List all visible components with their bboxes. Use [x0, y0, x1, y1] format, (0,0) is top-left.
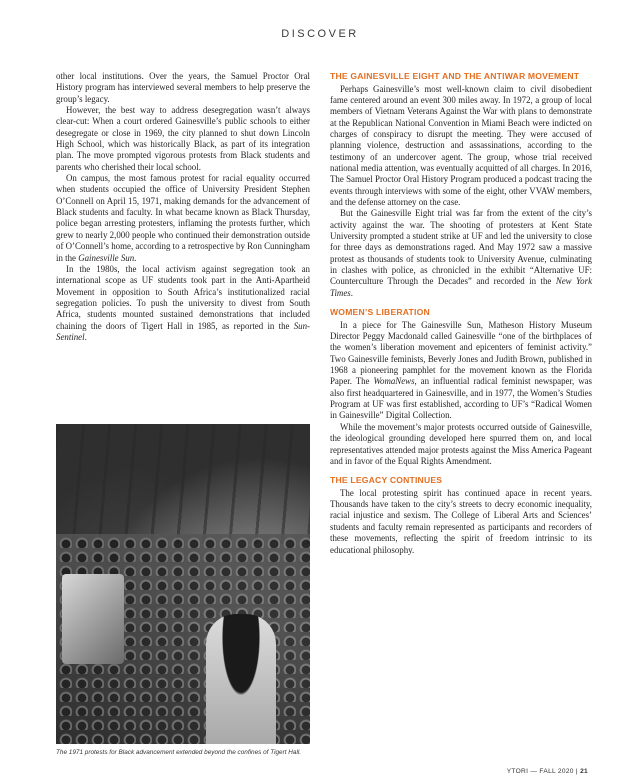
issue-label: YTORI — FALL 2020	[506, 768, 574, 775]
section-heading-gainesville-eight: THE GAINESVILLE EIGHT AND THE ANTIWAR MOVEMENT	[330, 71, 580, 81]
paragraph-text: In the 1980s, the local activism against segregation took an international scope as UF students took part in the Anti-Apartheid Movement in opposition to South Africa’s institutionalized racial segregation policies. To push the university to divest from South Africa, students mounted sustained demonstrations that included chaining the doors of Tigert Hall in 1985, as reported in the	[56, 263, 310, 331]
paragraph	[330, 208, 592, 299]
right-column	[330, 71, 592, 556]
paragraph	[56, 264, 310, 343]
paragraph-text: .	[84, 331, 87, 342]
publication-name: WomaNews	[373, 376, 415, 387]
paragraph: However, the best way to address desegregation wasn’t always clear-cut: When a court ordered Gainesville’s public schools to either desegregate or close in 1969, the city planned to shut down Lincoln High School, which was historically Black, as part of its integration plan. The move prompted vigorous protests from Black students and parents who cherished their local school.	[56, 105, 310, 172]
section-heading-legacy: THE LEGACY CONTINUES	[330, 475, 443, 486]
left-column	[56, 71, 310, 343]
paragraph-text: , an influential radical feminist newspaper, was also first headquartered in Gainesville, and in 1977, the Women’s Studies Program at UF was first established, according to UF’s “Radical Women in Gainesville” Digital Collection.	[330, 376, 592, 421]
paragraph-text: .	[134, 252, 137, 263]
paragraph-text: On campus, the most famous protest for racial equality occurred when students occupied the office of University President Stephen O’Connell on April 15, 1971, making demands for the advancement of Black students and faculty. In what became known as Black Thursday, police began arresting protesters, inflaming the protests further, which grew to nearly 2,000 people who continued their demonstration outside of O’Connell’s home, according to a retrospective by Ron Cunningham in the	[56, 173, 310, 263]
page-number: 21	[580, 768, 588, 775]
paragraph: While the movement’s major protests occurred outside of Gainesville, the ideological grounding developed here spurred them on, and local representatives attended major protests against the Miss America Pageant and in favor of the Equal Rights Amendment.	[330, 421, 592, 466]
photo-caption: The 1971 protests for Black advancement extended beyond the confines of Tigert Hall.	[56, 749, 302, 756]
paragraph-text: In a piece for The Gainesville Sun, Matheson History Museum Director Peggy Macdonald called Gainesville “one of the birthplaces of the women’s liberation movement and epicenters of feminist activity.” Two Gainesville feminists, Beverly Jones and Judith Brown, published in 1968 a pioneering pamphlet for the movement known as the Florida Paper. The	[330, 319, 592, 387]
photo-camera	[62, 574, 124, 664]
photo-trees	[56, 424, 310, 544]
protest-photo	[56, 424, 310, 744]
paragraph: Perhaps Gainesville’s most well-known claim to civil disobedient fame centered around an event 300 miles away. In 1972, a group of local members of Vietnam Veterans Against the War with plans to demonstrate at the Republican National Convention in Miami Beach were indicted on charges of conspiracy to disrupt the meeting. They were accused of planning violence, destruction and assassinations, according to the testimony of an undercover agent. The group, whose trial received national media attention, was eventually acquitted of all charges. In 2016, The Samuel Proctor Oral History Program produced a podcast tracing the events through interviews with some of the eight, other VVAW members, and the defense attorney on the case.	[330, 83, 592, 208]
paragraph-text: .	[350, 287, 353, 298]
paragraph	[56, 173, 310, 264]
photo-speaker	[206, 614, 276, 744]
publication-name: New York Times	[330, 276, 593, 298]
section-header: DISCOVER	[281, 28, 359, 40]
page-footer	[507, 768, 588, 775]
publication-name: Sun-Sentinel	[56, 320, 310, 342]
section-heading-womens-liberation: WOMEN’S LIBERATION	[330, 307, 430, 318]
paragraph	[330, 320, 592, 422]
paragraph: other local institutions. Over the years, the Samuel Proctor Oral History program has interviewed several members to help preserve the group’s legacy.	[56, 71, 310, 104]
publication-name: Gainesville Sun	[78, 252, 135, 263]
paragraph-text: But the Gainesville Eight trial was far from the extent of the city’s activity against the war. The shooting of protesters at Kent State University prompted a student strike at UF and led the university to close for three days as demonstrations raged. And May 1972 saw a massive protest as thousands of students took to University Avenue, culminating in clashes with police, as chronicled in the exhibit “Alternative UF: Counterculture Through the Decades” and recorded in the	[330, 208, 592, 287]
footer-separator: |	[575, 768, 578, 775]
paragraph: The local protesting spirit has continued apace in recent years. Thousands have taken to the city’s streets to decry economic inequality, racial injustice and sexism. The College of Liberal Arts and Sciences’ students and faculty remain represented as participants and recorders of these movements, reflecting the spirit of freedom intrinsic to its educational philosophy.	[330, 487, 592, 555]
